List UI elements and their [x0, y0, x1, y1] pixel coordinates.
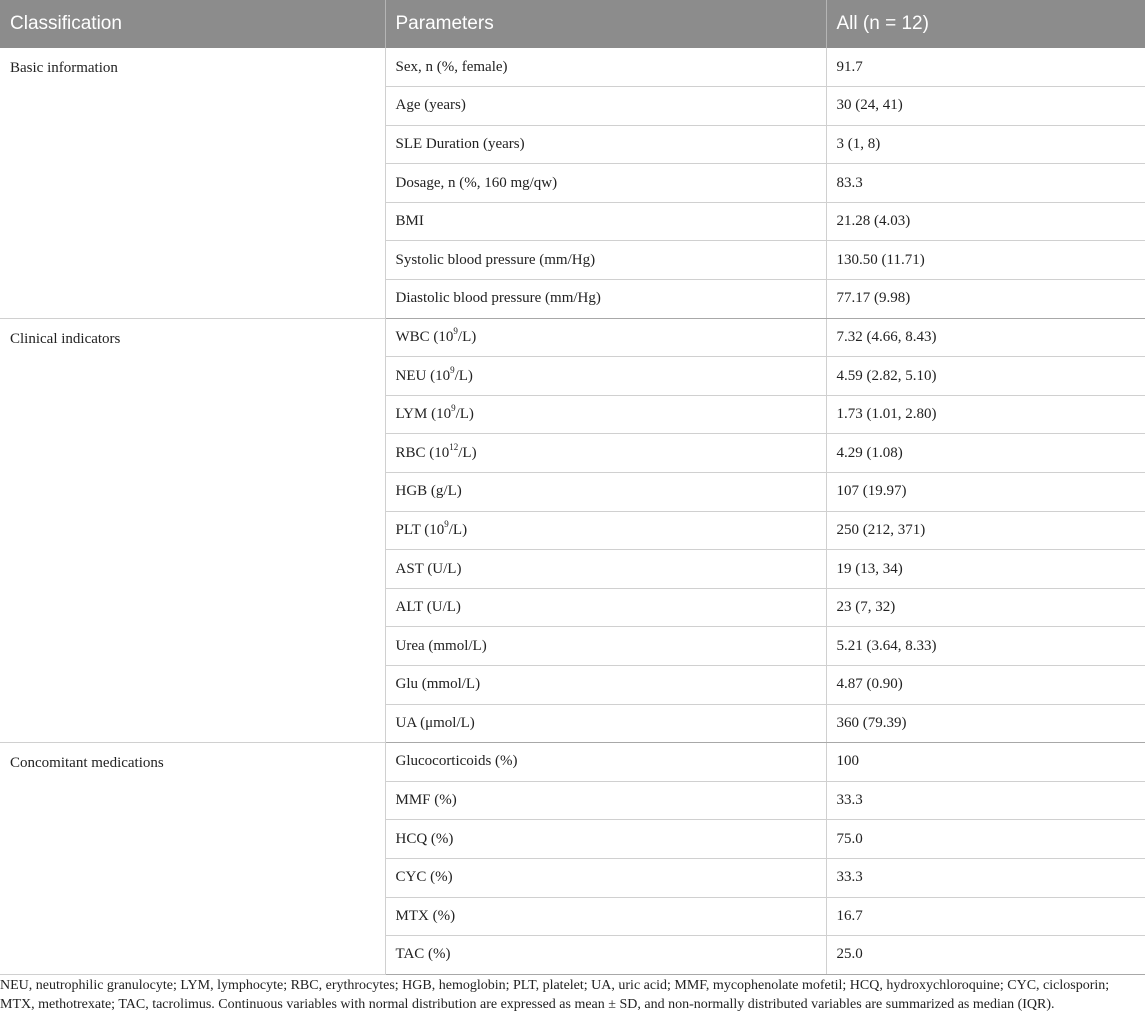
parameter-cell — [385, 357, 826, 396]
parameter-cell — [385, 550, 826, 589]
parameter-label: Urea (mmol/L) — [395, 637, 487, 654]
parameter-cell — [385, 897, 826, 936]
value-cell: 19 (13, 34) — [826, 550, 1145, 589]
parameter-label: UA (μmol/L) — [395, 714, 475, 731]
parameter-exponent: 9 — [451, 403, 456, 414]
parameter-cell — [385, 627, 826, 666]
parameter-exponent: 12 — [449, 441, 459, 452]
value-cell: 250 (212, 371) — [826, 511, 1145, 550]
parameter-unit: /L) — [457, 328, 477, 345]
parameter-label: Systolic blood pressure (mm/Hg) — [395, 251, 596, 268]
parameter-exponent: 9 — [444, 518, 449, 529]
value-cell: 91.7 — [826, 48, 1145, 87]
value-cell: 33.3 — [826, 858, 1145, 897]
parameter-label: Glu (mmol/L) — [395, 676, 481, 693]
parameter-label: PLT (10 — [395, 521, 445, 538]
parameter-exponent: 9 — [453, 325, 458, 336]
classification-cell: Concomitant medications — [0, 743, 385, 975]
parameter-label: Age (years) — [395, 97, 466, 114]
parameter-cell — [385, 434, 826, 473]
parameter-exponent: 9 — [450, 364, 455, 375]
header-row — [0, 0, 1145, 48]
parameter-unit: /L) — [454, 367, 473, 384]
header-all: All (n = 12) — [826, 0, 1145, 48]
value-cell: 75.0 — [826, 820, 1145, 859]
parameter-cell — [385, 858, 826, 897]
parameter-label: WBC (10 — [395, 328, 454, 345]
parameter-cell — [385, 781, 826, 820]
parameter-label: TAC (%) — [395, 946, 451, 963]
parameter-label: Dosage, n (%, 160 mg/qw) — [395, 174, 558, 191]
parameter-label: SLE Duration (years) — [395, 135, 525, 152]
value-cell: 1.73 (1.01, 2.80) — [826, 395, 1145, 434]
parameter-cell — [385, 395, 826, 434]
parameter-unit: /L) — [448, 521, 468, 538]
value-cell: 83.3 — [826, 164, 1145, 203]
value-cell: 4.29 (1.08) — [826, 434, 1145, 473]
parameter-cell — [385, 241, 826, 280]
parameter-cell — [385, 164, 826, 203]
table-body — [0, 48, 1145, 974]
value-cell: 7.32 (4.66, 8.43) — [826, 318, 1145, 357]
parameter-cell — [385, 87, 826, 126]
parameter-cell — [385, 588, 826, 627]
parameter-cell — [385, 511, 826, 550]
value-cell: 107 (19.97) — [826, 473, 1145, 512]
parameter-cell — [385, 48, 826, 87]
table-row — [0, 48, 1145, 87]
parameter-cell — [385, 280, 826, 319]
value-cell: 25.0 — [826, 936, 1145, 975]
value-cell: 3 (1, 8) — [826, 125, 1145, 164]
parameter-label: LYM (10 — [395, 406, 452, 423]
parameter-cell — [385, 820, 826, 859]
parameter-label: Glucocorticoids (%) — [395, 753, 518, 770]
value-cell: 130.50 (11.71) — [826, 241, 1145, 280]
parameter-cell — [385, 666, 826, 705]
parameter-unit: /L) — [458, 444, 477, 461]
parameter-cell — [385, 704, 826, 743]
value-cell: 77.17 (9.98) — [826, 280, 1145, 319]
parameter-label: AST (U/L) — [395, 560, 462, 577]
parameter-cell — [385, 936, 826, 975]
parameter-label: MMF (%) — [395, 792, 457, 809]
header-parameters: Parameters — [385, 0, 826, 48]
value-cell: 4.87 (0.90) — [826, 666, 1145, 705]
parameter-cell — [385, 743, 826, 782]
parameter-label: BMI — [395, 213, 424, 230]
value-cell: 4.59 (2.82, 5.10) — [826, 357, 1145, 396]
value-cell: 16.7 — [826, 897, 1145, 936]
parameter-label: HCQ (%) — [395, 830, 454, 847]
parameter-label: Sex, n (%, female) — [395, 58, 508, 75]
parameter-label: NEU (10 — [395, 367, 451, 384]
classification-cell: Basic information — [0, 48, 385, 318]
parameter-cell — [385, 318, 826, 357]
parameter-cell — [385, 125, 826, 164]
classification-cell: Clinical indicators — [0, 318, 385, 743]
value-cell: 100 — [826, 743, 1145, 782]
parameter-cell — [385, 473, 826, 512]
value-cell: 23 (7, 32) — [826, 588, 1145, 627]
table-row — [0, 318, 1145, 357]
parameter-label: RBC (10 — [395, 444, 450, 461]
header-classification: Classification — [0, 0, 385, 48]
parameter-label: MTX (%) — [395, 907, 456, 924]
value-cell: 30 (24, 41) — [826, 87, 1145, 126]
parameter-label: HGB (g/L) — [395, 483, 462, 500]
value-cell: 360 (79.39) — [826, 704, 1145, 743]
table-footnote: NEU, neutrophilic granulocyte; LYM, lymphocyte; RBC, erythrocytes; HGB, hemoglobin; PLT, platelet; UA, uric acid; MMF, mycophenolate mofetil; HCQ, hydroxychloroquine; CYC, ciclosporin; MTX, methotrexate; TAC, tacrolimus. Continuous variables with normal distribution are expressed as mean ± SD, and non-normally distributed variables are summarized as median (IQR). — [0, 978, 1110, 1012]
value-cell: 5.21 (3.64, 8.33) — [826, 627, 1145, 666]
table-row — [0, 743, 1145, 782]
value-cell: 33.3 — [826, 781, 1145, 820]
value-cell: 21.28 (4.03) — [826, 202, 1145, 241]
parameter-label: ALT (U/L) — [395, 599, 461, 616]
parameter-unit: /L) — [455, 406, 474, 423]
parameter-cell — [385, 202, 826, 241]
parameter-label: Diastolic blood pressure (mm/Hg) — [395, 290, 601, 307]
parameter-label: CYC (%) — [395, 869, 453, 886]
